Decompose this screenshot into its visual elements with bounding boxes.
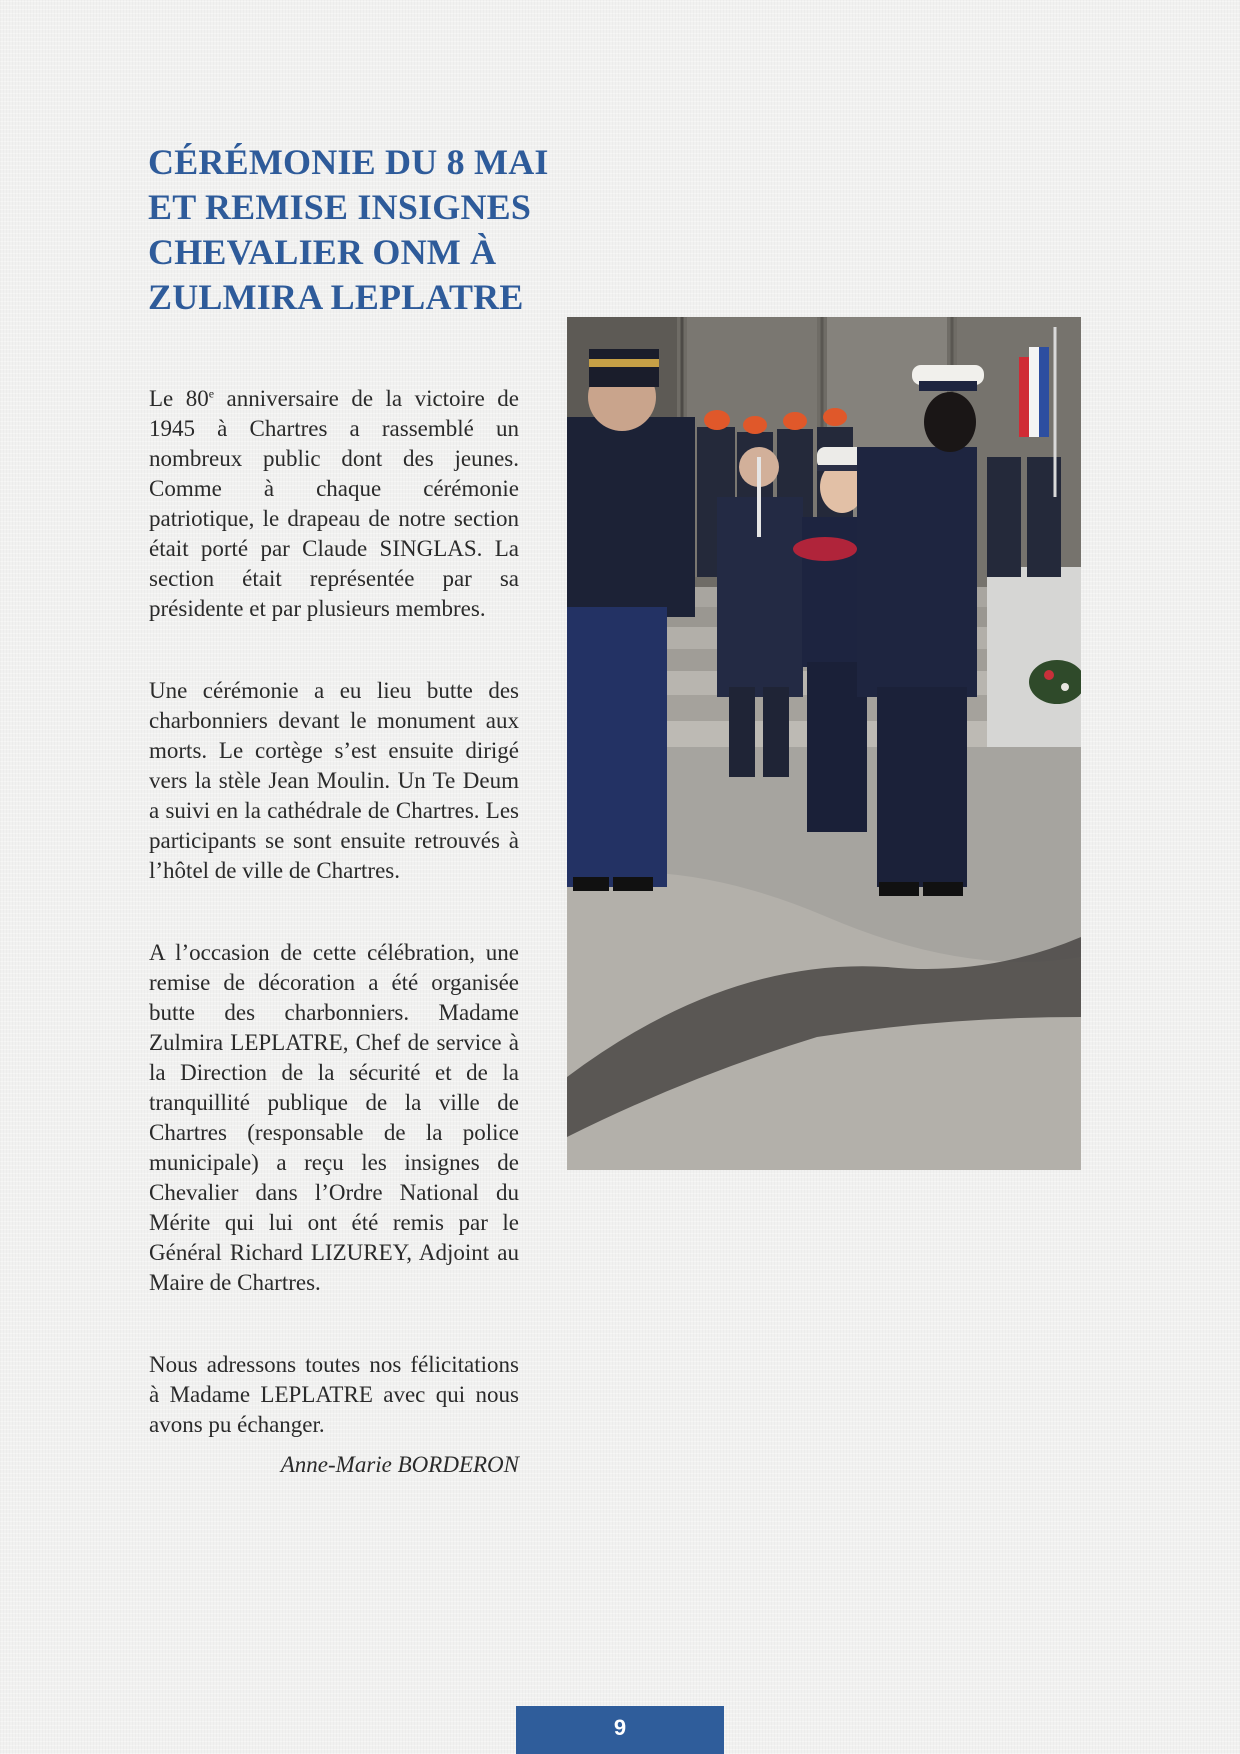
title-line-2-bold: REMISE INSIGNES [204, 187, 532, 227]
ceremony-photo [567, 317, 1081, 1170]
title-line-4: ZULMIRA LEPLATRE [148, 277, 524, 317]
page-number-tab [516, 1706, 724, 1754]
paragraph-4: Nous adressons toutes nos félicitations à Madame LEPLATRE avec qui nous avons pu échanger. [149, 1352, 519, 1437]
paragraph-2: Une cérémonie a eu lieu butte des charbonniers devant le monument aux morts. Le cortège s’est ensuite dirigé vers la stèle Jean Moulin. Un Te Deum a suivi en la cathédrale de Chartres. Les participants se sont ensuite retrouvés à l’hôtel de ville de Chartres. [149, 678, 519, 883]
author-signature: Anne-Marie BORDERON [280, 1452, 519, 1477]
paragraph-3: A l’occasion de cette célébration, une remise de décoration a été organisée butte des charbonniers. Madame Zulmira LEPLATRE, Chef de service à la Direction de la sécurité et de la tranquillité publique de la ville de Chartres (responsable de la police municipale) a reçu les insignes de Chevalier dans l’Ordre National du Mérite qui lui ont été remis par le Général Richard LIZUREY, Adjoint au Maire de Chartres. [149, 940, 519, 1295]
paragraph-1-rest: anniversaire de la victoire de 1945 à Chartres a rassemblé un nombreux public dont des jeunes. Comme à chaque cérémonie patriotique, le drapeau de notre section était porté par Claude SINGLAS. La section était représentée par sa présidente et par plusieurs membres. [149, 386, 519, 621]
page-number: 9 [613, 1715, 627, 1740]
article-body [149, 384, 519, 1480]
article-title [148, 140, 568, 320]
title-line-2-light: ET [148, 187, 205, 227]
title-line-1: CÉRÉMONIE DU 8 MAI [148, 142, 549, 182]
title-line-3: CHEVALIER ONM À [148, 232, 497, 272]
ceremony-photo-illustration [567, 317, 1081, 1170]
paragraph-1-start: Le 80 [149, 386, 209, 411]
paragraph-1 [149, 384, 519, 624]
ordinal-superscript: e [208, 386, 215, 401]
